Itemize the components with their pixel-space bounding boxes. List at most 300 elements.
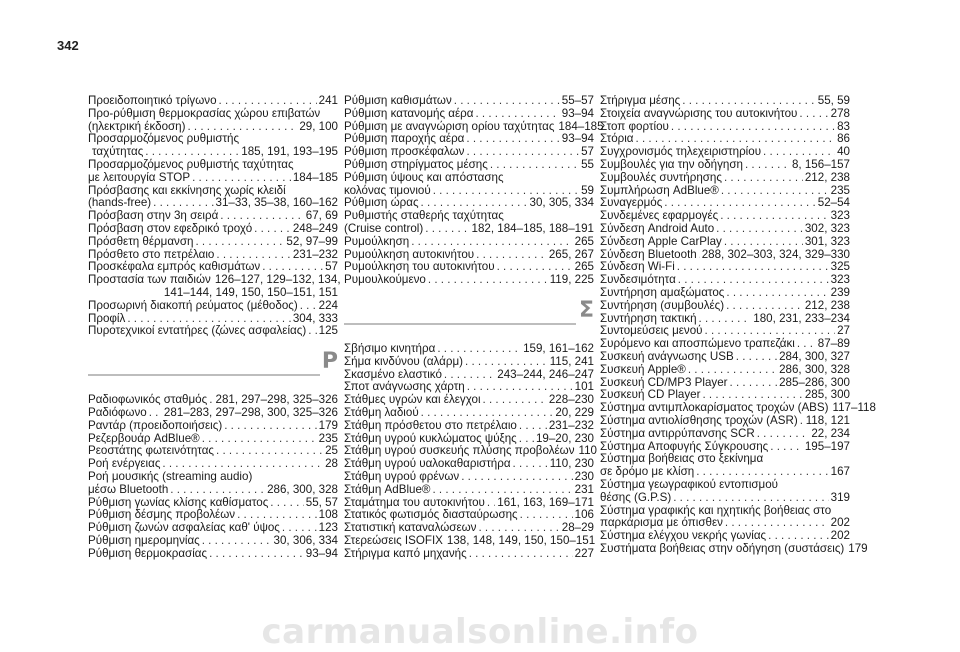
index-term: Σβήσιμο κινητήρα	[344, 341, 436, 355]
page-references: 31–33, 35–38, 160–162	[215, 196, 338, 210]
index-term: Σύστημα βοήθειας στο ξεκίνημα	[600, 452, 764, 466]
index-term: Σύνδεση Bluetooth	[600, 247, 697, 261]
dot-leader	[270, 497, 303, 510]
dot-leader	[757, 428, 810, 441]
index-term: Συντομεύσεις μενού	[600, 324, 703, 338]
index-entry	[600, 530, 850, 543]
index-term: Συσκευή CD Player	[600, 388, 701, 402]
index-entry	[88, 325, 338, 338]
page-references: 230	[574, 469, 594, 483]
index-entry	[344, 522, 594, 535]
index-term: Στήριγμα μέσης	[600, 94, 681, 107]
index-term: Ροή ενέργειας	[88, 457, 161, 471]
dot-leader	[437, 343, 521, 356]
dot-leader	[770, 441, 803, 454]
dot-leader	[254, 223, 291, 236]
index-term: Στάθμη AdBlue®	[344, 482, 431, 496]
page-references: 161, 163, 169–171	[497, 495, 594, 509]
index-term: Προστασία των παιδιών	[88, 273, 211, 287]
page-references: 180, 231, 233–234	[753, 311, 850, 325]
index-term: Συνδεσιμότητα	[600, 273, 676, 287]
page-references: 115, 241	[549, 354, 594, 368]
dot-leader	[519, 420, 547, 433]
page-references: 243–244, 246–247	[497, 367, 594, 381]
index-term: Προσαρμοζόμενος ρυθμιστής	[88, 132, 240, 146]
index-term: Ρύθμιση κατανομής αέρα	[344, 106, 474, 120]
page-references: 87–89	[817, 337, 850, 351]
dot-leader	[162, 458, 323, 471]
index-entry	[600, 172, 850, 185]
index-term: Σύστημα γεωγραφικού εντοπισμού	[600, 477, 779, 491]
index-term: παρκάρισμα με όπισθεν	[600, 516, 723, 530]
dot-leader	[308, 325, 316, 338]
index-term: Ρύθμιση ημερομηνίας	[88, 533, 200, 547]
dot-leader	[730, 377, 778, 390]
index-term: (Cruise control)	[344, 221, 424, 235]
index-term: Ρυμούλκηση του αυτοκινήτου	[344, 260, 495, 274]
dot-leader	[170, 484, 265, 497]
index-term: Προσαρμοζόμενος ρυθμιστής ταχύτητας	[88, 157, 294, 171]
page-references: 179	[318, 418, 338, 432]
index-term: Σύνδεση Android Auto	[600, 221, 715, 235]
dot-leader	[224, 420, 316, 433]
index-term: Ροή μουσικής (streaming audio)	[88, 469, 253, 483]
page-references: 248–249	[292, 221, 338, 235]
page-references: 125	[318, 324, 338, 338]
index-term: Ρύθμιση προσκέφαλων	[344, 145, 465, 159]
index-entry	[344, 548, 594, 561]
page-references: 126–127, 129–132, 134,	[214, 273, 341, 287]
index-term: Στερεώσεις ISOFIX	[344, 533, 443, 547]
page-references: 285–286, 300	[779, 375, 850, 389]
index-term: με λειτουργία STOP	[88, 170, 191, 184]
index-column-1	[88, 94, 341, 561]
page-references: 224	[318, 298, 338, 312]
index-term: Συσκευή CD/MP3 Player	[600, 375, 728, 389]
index-term: Πρόσθετη θέρμανση	[88, 234, 194, 248]
index-entry	[600, 401, 876, 415]
index-entry	[344, 484, 594, 497]
dot-leader	[202, 433, 317, 446]
index-term: Στάθμη υγρού φρένων	[344, 469, 460, 483]
index-entry	[88, 300, 338, 313]
page-references: 119, 225	[549, 273, 594, 287]
index-entry	[88, 535, 338, 548]
dot-leader	[726, 287, 828, 300]
dot-leader	[724, 236, 803, 249]
index-term: Συντήρηση (συμβουλές)	[600, 298, 725, 312]
dot-leader	[688, 364, 777, 377]
page-references: 319	[830, 490, 850, 504]
page-references: 265	[574, 234, 594, 248]
index-entry	[88, 407, 338, 420]
index-term: Στατιστική καταναλώσεων	[344, 521, 477, 535]
section-letter: Ρ	[321, 349, 338, 375]
index-term: Ρύθμιση δέσμης προβολέων	[88, 508, 236, 522]
index-term: Ρύθμιση ύψους και απόστασης	[344, 170, 504, 184]
dot-leader	[461, 471, 572, 484]
dot-leader	[716, 223, 803, 236]
page-references: 195–197	[804, 439, 850, 453]
page-references: 57	[325, 260, 338, 274]
page-references: 231–232	[548, 418, 594, 432]
dot-leader	[466, 133, 559, 146]
page-references: 212, 238	[804, 170, 850, 184]
index-term: Συγχρονισμός τηλεχειριστηρίου	[600, 145, 762, 159]
dot-leader	[421, 407, 554, 420]
page-references: 86	[837, 132, 850, 146]
index-term: Στάθμη υγρού κυκλώματος ψύξης	[344, 431, 517, 445]
index-entry	[600, 223, 850, 236]
index-term: Στόρια	[600, 132, 634, 146]
index-term: Συνδεμένες εφαρμογές	[600, 209, 719, 223]
page-references: 278	[830, 106, 850, 120]
dot-leader	[673, 492, 828, 505]
index-term: Ρυθμιστής σταθερής ταχύτητας	[344, 209, 504, 223]
dot-leader	[745, 159, 790, 172]
page-references: 182, 184–185, 188–191	[471, 221, 594, 235]
dot-leader	[428, 274, 548, 287]
index-term: Πρόσθετο στο πετρέλαιο	[88, 247, 215, 261]
index-entry	[88, 420, 338, 433]
page-references: 185, 191, 193–195	[241, 145, 338, 159]
index-term: Ραντάρ (προειδοποιήσεις)	[88, 418, 223, 432]
index-term: Στάθμη υγρού υαλοκαθαριστήρα	[344, 457, 511, 471]
dot-leader	[736, 351, 777, 364]
index-term: Σύστημα ελέγχου νεκρής γωνίας	[600, 529, 767, 543]
dot-leader	[671, 121, 835, 134]
page-references: 302, 323	[804, 221, 850, 235]
page-references: 25	[325, 444, 338, 458]
dot-leader	[483, 394, 547, 407]
page-references: 184–185	[558, 119, 604, 133]
index-entry	[600, 287, 850, 300]
index-term: θέσης (G.P.S)	[600, 490, 672, 504]
page-references: 284, 300, 327	[779, 349, 850, 363]
index-term: Σύστημα αντιμπλοκαρίσματος τροχών (ABS)	[600, 401, 829, 415]
page-references: 28–29	[561, 521, 594, 535]
index-entry	[344, 458, 594, 471]
dot-leader	[149, 407, 162, 420]
index-term: Ρύθμιση καθισμάτων	[344, 94, 452, 107]
index-term: Πρόσβασης και εκκίνησης χωρίς κλειδί	[88, 183, 286, 197]
index-entry	[88, 458, 338, 471]
index-entry	[344, 407, 594, 420]
page-references: 59	[581, 183, 594, 197]
index-entry	[344, 420, 594, 433]
page-references: 40	[837, 145, 850, 159]
index-term: Προειδοποιητικό τρίγωνο	[88, 94, 217, 107]
watermark: carmanualsonline.info	[261, 612, 699, 652]
index-term: Συσκευή Apple®	[600, 362, 686, 376]
dot-leader	[469, 548, 573, 561]
index-term: Πρόσβαση στην 3η σειρά	[88, 209, 219, 223]
page-references: 55, 57	[305, 495, 338, 509]
index-term: Συντήρηση αμαξώματος	[600, 285, 725, 299]
index-entry	[344, 159, 594, 172]
page-references: 265	[574, 260, 594, 274]
dot-leader	[699, 313, 752, 326]
dot-leader	[799, 108, 828, 121]
index-term: Πυροτεχνικοί εντατήρες (ζώνες ασφαλείας)	[88, 324, 307, 338]
index-term: Προ-ρύθμιση θερμοκρασίας χώρου επιβατών	[88, 106, 321, 120]
page-references: 325	[830, 260, 850, 274]
dot-leader	[216, 445, 323, 458]
index-entry	[88, 548, 338, 561]
index-term: Ρύθμιση με αναγνώριση ορίου ταχύτητας	[344, 119, 555, 133]
dot-leader	[465, 356, 548, 369]
dot-leader	[724, 172, 803, 185]
dot-leader	[726, 300, 803, 313]
page-references: 93–94	[561, 106, 594, 120]
page-references: 110	[578, 444, 597, 458]
page-references: 286, 300, 328	[267, 482, 338, 496]
index-entry	[344, 471, 594, 484]
index-entry	[600, 159, 850, 172]
index-term: Ραδιόφωνο	[88, 405, 147, 419]
index-term: Ρύθμιση ζωνών ασφαλείας καθ' ύψος	[88, 521, 280, 535]
index-term: μέσω Bluetooth	[88, 482, 169, 496]
index-entry	[600, 428, 850, 441]
dot-leader	[721, 185, 829, 198]
index-term: Σύστημα αντιρρύπανσης SCR	[600, 426, 755, 440]
page-references: 20, 229	[555, 405, 594, 419]
page-references: 93–94	[561, 132, 594, 146]
index-entry	[600, 492, 850, 505]
index-list	[344, 341, 597, 561]
index-term: Ρυμούλκηση αυτοκινήτου	[344, 247, 475, 261]
index-entry	[88, 484, 338, 497]
dot-leader	[209, 548, 304, 561]
index-term: Συρόμενο και αποσπώμενο τραπεζάκι	[600, 337, 795, 351]
index-entry	[600, 108, 850, 121]
index-term: Σύστημα αντιολίσθησης τροχών (ASR)	[600, 413, 798, 427]
page-references: 301, 323	[804, 234, 850, 248]
index-term: Ρύθμιση στηρίγματος μέσης	[344, 157, 488, 171]
page-references: 231	[574, 482, 594, 496]
index-entry	[600, 121, 850, 134]
page-references: 8, 156–157	[791, 157, 850, 171]
index-term: Σταμάτημα του αυτοκινήτου	[344, 495, 485, 509]
index-term: Συμβουλές συντήρησης	[600, 170, 722, 184]
page-references: 67, 69	[305, 209, 338, 223]
page-references: 106	[574, 508, 594, 522]
index-term: Συναγερμός	[600, 196, 663, 210]
index-term: Ρεζερβουάρ AdBlue®	[88, 431, 200, 445]
page-references: 179	[848, 541, 868, 555]
section-letter: Σ	[578, 297, 594, 323]
index-term: Σύνδεση Wi-Fi	[600, 260, 675, 274]
index-term: Στάθμη λαδιού	[344, 405, 419, 419]
index-term: Στατικός φωτισμός διασταύρωσης	[344, 508, 518, 522]
dot-leader	[425, 223, 469, 236]
dot-leader	[202, 535, 272, 548]
page-references: 27	[837, 324, 850, 338]
index-term: Ρεοστάτης φωτεινότητας	[88, 444, 215, 458]
index-entry	[344, 108, 594, 121]
page-references: 167	[830, 465, 850, 479]
index-entry	[600, 541, 868, 556]
page-references: 93–94	[305, 546, 338, 560]
dot-leader	[478, 522, 559, 535]
dot-leader	[454, 95, 560, 108]
page-number: 342	[57, 38, 79, 53]
index-entry	[600, 236, 850, 249]
page-references: 52, 97–99	[286, 234, 338, 248]
section-divider	[88, 374, 320, 376]
page-references: 19–20, 230	[535, 431, 594, 445]
page-references: 281–283, 297–298, 300, 325–326	[163, 405, 338, 419]
page-references: 281, 297–298, 325–326	[215, 393, 338, 407]
index-term: Ραδιοφωνικός σταθμός	[88, 393, 208, 407]
index-term: Σποτ ανάγνωσης χάρτη	[344, 380, 465, 394]
dot-leader	[282, 522, 317, 535]
index-term: Προσωρινή διακοπή ρεύματος (μέθοδος)	[88, 298, 298, 312]
index-entry	[88, 223, 338, 236]
index-list	[600, 94, 876, 556]
index-entry	[344, 535, 594, 548]
index-term: Ρύθμιση γωνίας κλίσης καθίσματος	[88, 495, 269, 509]
page-references: 118, 121	[805, 413, 850, 427]
index-list	[88, 94, 341, 338]
index-list	[344, 94, 604, 287]
index-entry	[600, 300, 850, 313]
index-column-2	[344, 94, 604, 561]
dot-leader	[513, 458, 548, 471]
index-term: Συμπλήρωση AdBlue®	[600, 183, 719, 197]
page-references: 288, 302–303, 324, 329–330	[701, 247, 850, 261]
dot-leader	[682, 95, 816, 108]
page-references: 30, 305, 334	[529, 196, 594, 210]
page-references: 83	[837, 119, 850, 133]
index-entry	[344, 356, 594, 369]
index-term: Ρυμούλκηση	[344, 234, 410, 248]
page-references: 304, 333	[292, 311, 338, 325]
dot-leader	[195, 236, 284, 249]
index-entry	[600, 415, 850, 428]
index-term: Συντήρηση τακτική	[600, 311, 697, 325]
section-divider	[344, 323, 576, 325]
index-term: Στοπ φορτίου	[600, 119, 669, 133]
index-term: Σύστημα γραφικής και ηχητικής βοήθειας στο	[600, 503, 832, 517]
page-references: 108	[318, 508, 338, 522]
index-term: (hands-free)	[88, 196, 152, 210]
index-column-3	[600, 94, 876, 556]
page-references: 55	[581, 157, 594, 171]
page-references: 286, 300, 328	[779, 362, 850, 376]
index-term: Σκασμένο ελαστικό	[344, 367, 442, 381]
index-term: Στήριγμα καπό μηχανής	[344, 546, 467, 560]
index-entry	[88, 172, 338, 185]
index-term: Σύστημα Αποφυγής Σύγκρουσης	[600, 439, 769, 453]
index-entry	[344, 236, 594, 249]
index-term: Σύνδεση Apple CarPlay	[600, 234, 722, 248]
page-references: 239	[830, 285, 850, 299]
index-term: Ρύθμιση θερμοκρασίας	[88, 546, 208, 560]
page-references: 55–57	[561, 94, 594, 107]
page-references: 235	[830, 183, 850, 197]
index-term: Συσκευή ανάγνωσης USB	[600, 349, 734, 363]
page-references: 323	[830, 209, 850, 223]
dot-leader	[490, 159, 579, 172]
index-term: Σήμα κινδύνου (αλάρμ)	[344, 354, 464, 368]
page-references: 29, 100	[299, 119, 338, 133]
index-term: Στοιχεία αναγνώρισης του αυτοκινήτου	[600, 106, 798, 120]
index-entry	[344, 274, 594, 287]
index-term: Προσκέφαλα εμπρός καθισμάτων	[88, 260, 261, 274]
page-references: 212, 238	[804, 298, 850, 312]
page-references: 241	[318, 94, 338, 107]
page-references: 138, 148, 149, 150, 150–151	[446, 533, 596, 547]
index-term: Στάθμη υγρού συσκευής πλύσης προβολέων	[344, 444, 575, 458]
section-header-rho	[88, 349, 338, 386]
index-term: Συμβουλές για την οδήγηση	[600, 157, 743, 171]
index-term: Στάθμη πρόσθετου στο πετρέλαιο	[344, 418, 517, 432]
page-references: 123	[318, 521, 338, 535]
dot-leader	[768, 530, 829, 543]
index-term: κολόνας τιμονιού	[344, 183, 431, 197]
index-entry	[88, 95, 338, 108]
page-references: 184–185	[292, 170, 338, 184]
page-references: 323	[830, 273, 850, 287]
page-references: 55, 59	[817, 94, 850, 107]
dot-leader	[677, 261, 829, 274]
page-references: 227	[574, 546, 594, 560]
dot-leader	[192, 172, 291, 185]
dot-leader	[432, 484, 572, 497]
index-term: Ρύθμιση παροχής αέρα	[344, 132, 465, 146]
dot-leader	[411, 236, 572, 249]
page-references: 22, 234	[811, 426, 850, 440]
dot-leader	[696, 466, 828, 479]
page-references: 231–232	[292, 247, 338, 261]
index-term: Στάθμες υγρών και έλεγχοι	[344, 393, 481, 407]
index-entry	[344, 95, 594, 108]
index-entry	[600, 351, 850, 364]
index-term: Ρύθμιση ώρας	[344, 196, 419, 210]
index-entry	[344, 223, 594, 236]
page-references: 110, 230	[549, 457, 594, 471]
index-term: Συστήματα βοήθειας στην οδήγηση (συστάσεις)	[600, 541, 845, 555]
index-continuation: 141–144, 149, 150, 150–151, 151	[163, 285, 338, 299]
index-entry	[344, 343, 594, 356]
index-term: ταχύτητας	[92, 145, 144, 159]
index-term: Ρυμουλκούμενο	[344, 273, 426, 287]
index-term: (ηλεκτρική έκδοση)	[88, 119, 186, 133]
page-references: 101	[574, 380, 594, 394]
index-term: σε δρόμο με κλίση	[600, 465, 695, 479]
dot-leader	[219, 95, 317, 108]
page-references: 117–118	[832, 401, 876, 415]
index-term: Πρόσβαση στον εφεδρικό τροχό	[88, 221, 253, 235]
index-entry	[600, 364, 850, 377]
dot-leader	[300, 300, 317, 313]
page-references: 235	[318, 431, 338, 445]
page-references: 228–230	[548, 393, 594, 407]
page-references: 202	[830, 516, 850, 530]
page-references: 202	[830, 529, 850, 543]
page-references: 52–54	[817, 196, 850, 210]
index-entry	[600, 95, 850, 108]
section-header-sigma	[344, 297, 594, 335]
dot-leader	[800, 415, 804, 428]
dot-leader	[699, 249, 700, 262]
page-references: 285, 300	[804, 388, 850, 402]
page-references: 28	[325, 457, 338, 471]
index-entry	[88, 236, 338, 249]
page-references: 265, 267	[548, 247, 594, 261]
page-references: 57	[581, 145, 594, 159]
